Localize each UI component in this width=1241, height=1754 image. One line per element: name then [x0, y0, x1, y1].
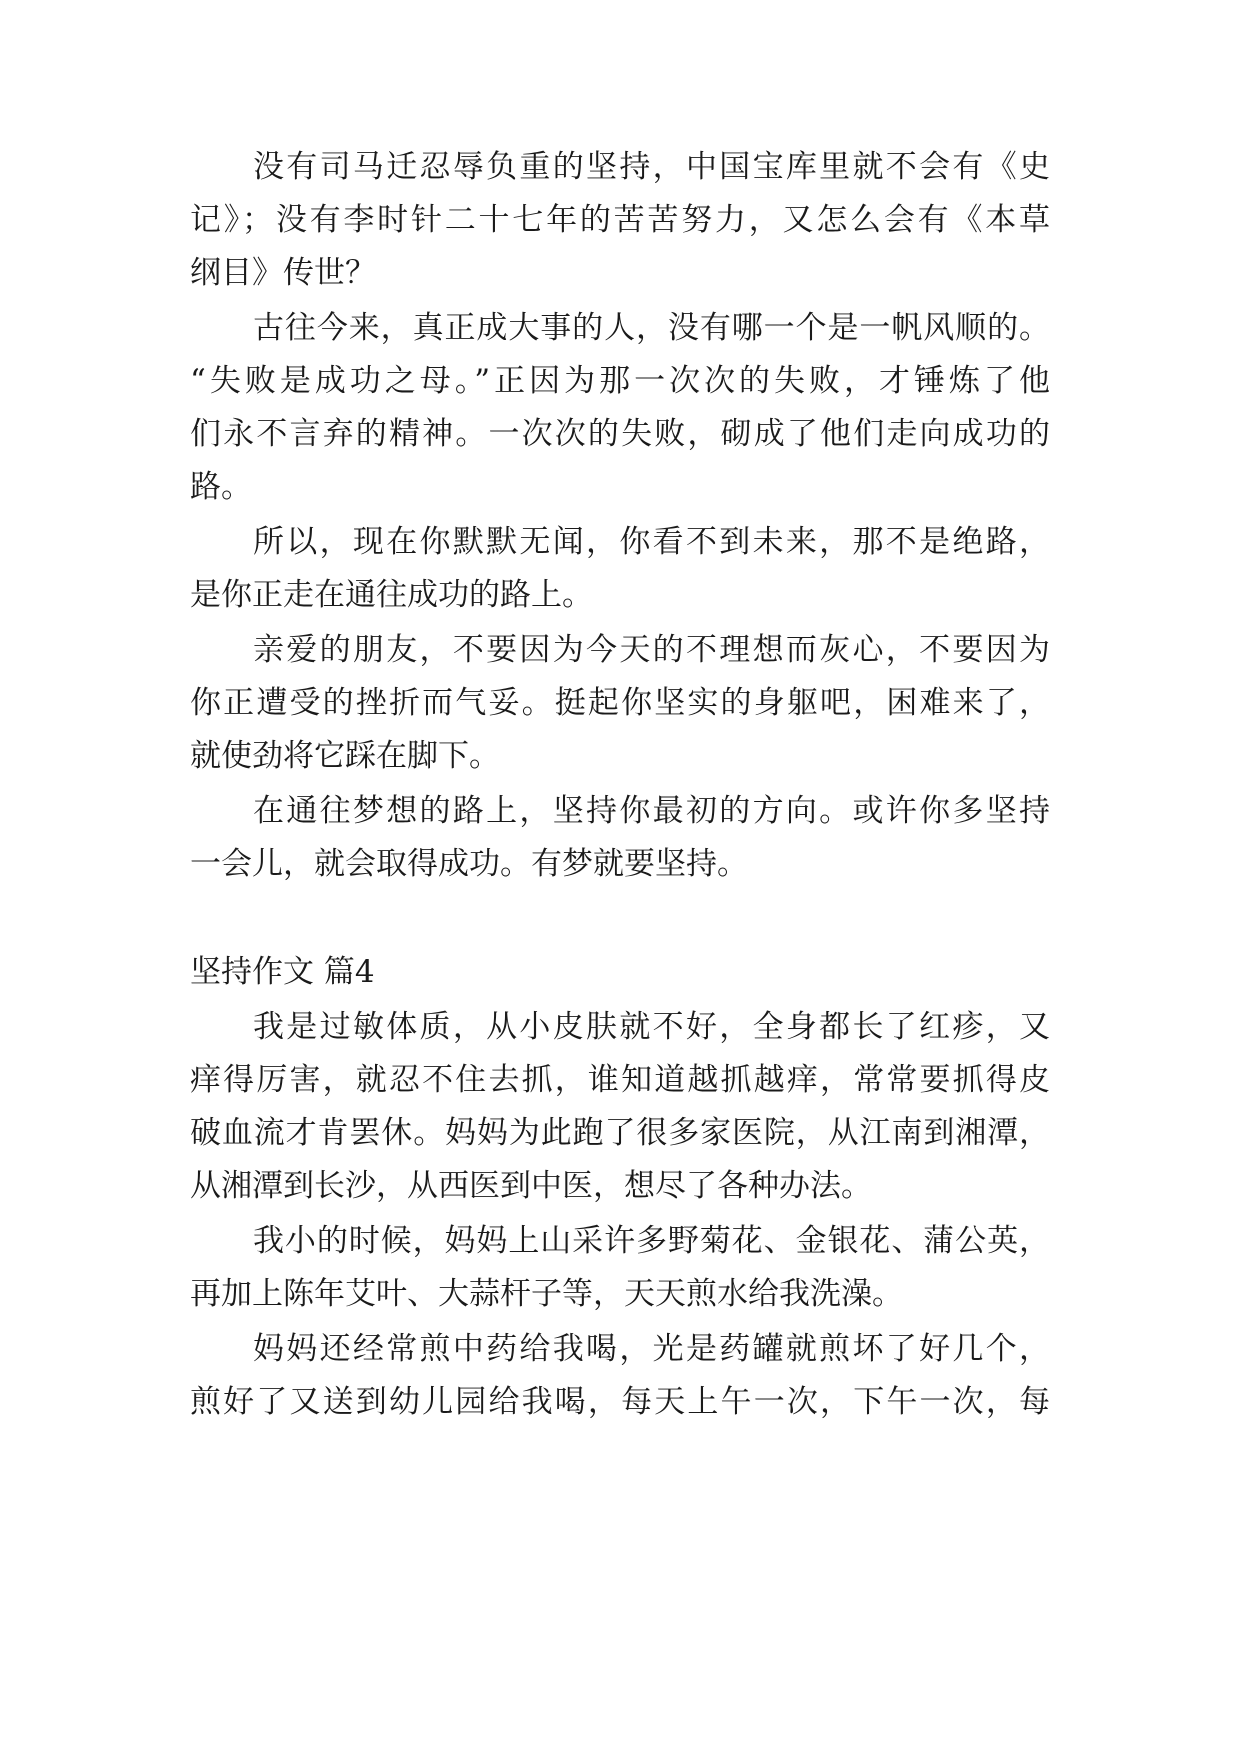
paragraph-line: 你正遭受的挫折而气妥。挺起你坚实的身躯吧，困难来了，: [190, 685, 1050, 721]
paragraph-line: 所以，现在你默默无闻，你看不到未来，那不是绝路，: [253, 524, 1050, 560]
paragraph-line: 就使劲将它踩在脚下。: [190, 738, 500, 774]
paragraph-line: 煎好了又送到幼儿园给我喝，每天上午一次，下午一次，每: [190, 1384, 1050, 1420]
paragraph-line: 在通往梦想的路上，坚持你最初的方向。或许你多坚持: [253, 793, 1050, 829]
paragraph-line: 记》；没有李时针二十七年的苦苦努力，又怎么会有《本草: [190, 202, 1050, 238]
paragraph-line: 妈妈还经常煎中药给我喝，光是药罐就煎坏了好几个，: [253, 1331, 1050, 1367]
paragraph-line: 们永不言弃的精神。一次次的失败，砌成了他们走向成功的: [190, 416, 1050, 452]
paragraph-line: 古往今来，真正成大事的人，没有哪一个是一帆风顺的。: [253, 310, 1050, 346]
paragraph-line: 破血流才肯罢休。妈妈为此跑了很多家医院，从江南到湘潭，: [190, 1115, 1050, 1151]
paragraph-line: 纲目》传世？: [190, 255, 376, 291]
paragraph-line: 从湘潭到长沙，从西医到中医，想尽了各种办法。: [190, 1168, 872, 1204]
paragraph-line: 一会儿，就会取得成功。有梦就要坚持。: [190, 846, 748, 882]
paragraph-line: 是你正走在通往成功的路上。: [190, 577, 593, 613]
paragraph-line: 我是过敏体质，从小皮肤就不好，全身都长了红疹，又: [253, 1009, 1050, 1045]
paragraph-line: “失败是成功之母。”正因为那一次次的失败，才锤炼了他: [190, 363, 1050, 399]
section-heading: 坚持作文 篇4: [190, 954, 375, 990]
paragraph-line: 亲爱的朋友，不要因为今天的不理想而灰心，不要因为: [253, 632, 1050, 668]
paragraph-line: 痒得厉害，就忍不住去抓，谁知道越抓越痒，常常要抓得皮: [190, 1062, 1050, 1098]
paragraph-line: 再加上陈年艾叶、大蒜杆子等，天天煎水给我洗澡。: [190, 1276, 903, 1312]
paragraph-line: 没有司马迁忍辱负重的坚持，中国宝库里就不会有《史: [253, 149, 1050, 185]
paragraph-line: 路。: [190, 469, 252, 505]
paragraph-line: 我小的时候，妈妈上山采许多野菊花、金银花、蒲公英，: [253, 1223, 1050, 1259]
